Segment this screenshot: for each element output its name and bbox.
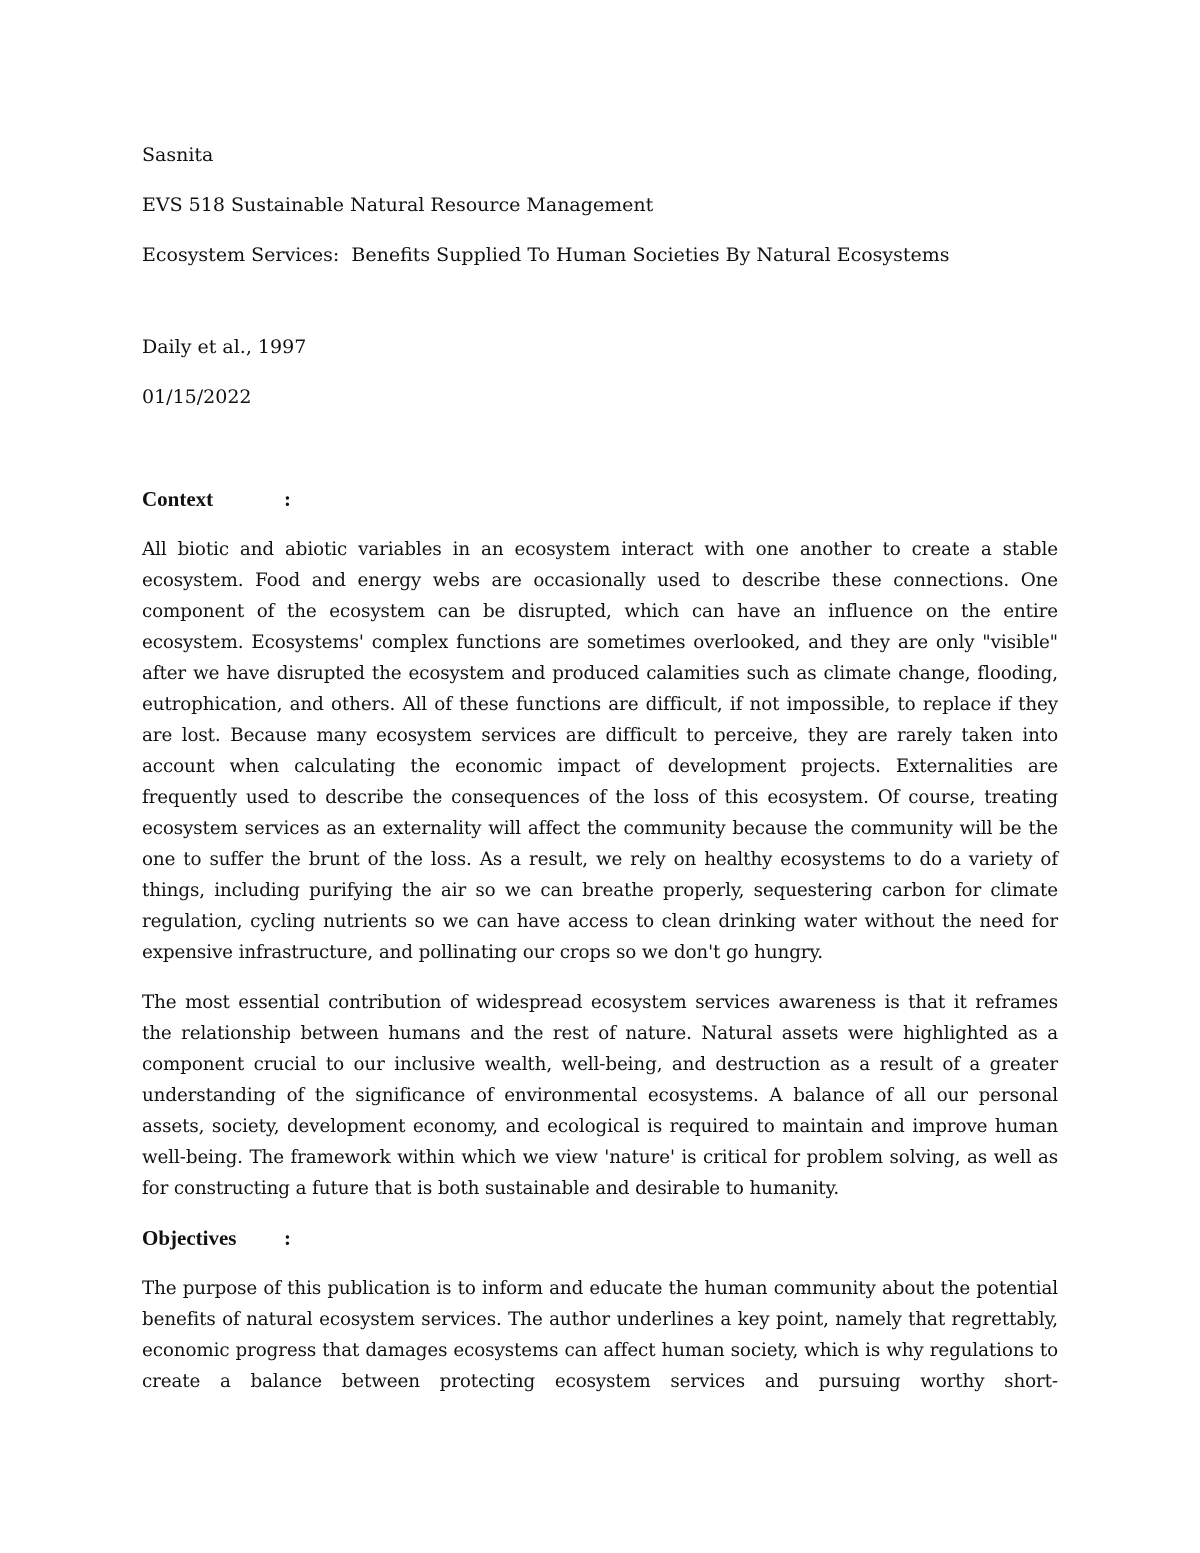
context-heading-colon: : xyxy=(284,487,291,511)
course-title: EVS 518 Sustainable Natural Resource Management xyxy=(142,194,654,216)
objectives-heading-label: Objectives xyxy=(142,1226,237,1250)
context-paragraph-2: The most essential contribution of widespread ecosystem services awareness is that it reframes the relationship between humans and the rest of nature. Natural assets were highlighted as a component crucial to our inclusive wealth, well-being, and destruction as a result of a greater understanding of the significance of environmental ecosystems. A balance of all our personal assets, society, development economy, and ecological is required to maintain and improve human well-being. The framework within which we view 'nature' is critical for problem solving, as well as for constructing a future that is both sustainable and desirable to humanity. xyxy=(142,992,1058,1199)
context-paragraph-1: All biotic and abiotic variables in an ecosystem interact with one another to create a stable ecosystem. Food and energy webs are occasionally used to describe these connections. One component of the ecosystem can be disrupted, which can have an influence on the entire ecosystem. Ecosystems' complex functions are sometimes overlooked, and they are only "visible" after we have disrupted the ecosystem and produced calamities such as climate change, flooding, eutrophication, and others. All of these functions are difficult, if not impossible, to replace if they are lost. Because many ecosystem services are difficult to perceive, they are rarely taken into account when calculating the economic impact of development projects. Externalities are frequently used to describe the consequences of the loss of this ecosystem. Of course, treating ecosystem services as an externality will affect the community because the community will be the one to suffer the brunt of the loss. As a result, we rely on healthy ecosystems to do a variety of things, including purifying the air so we can breathe properly, sequestering carbon for climate regulation, cycling nutrients so we can have access to clean drinking water without the need for expensive infrastructure, and pollinating our crops so we don't go hungry. xyxy=(142,539,1058,963)
document-body xyxy=(142,140,1058,1397)
context-heading xyxy=(142,484,1058,515)
objectives-heading xyxy=(142,1223,1058,1254)
objectives-paragraph-1: The purpose of this publication is to inform and educate the human community about the potential benefits of natural ecosystem services. The author underlines a key point, namely that regrettably, economic progress that damages ecosystems can affect human society, which is why regulations to create a balance between protecting ecosystem services and pursuing worthy short- xyxy=(142,1278,1058,1392)
context-heading-label: Context xyxy=(142,487,214,511)
document-title: Ecosystem Services: Benefits Supplied To Human Societies By Natural Ecosystems xyxy=(142,244,950,266)
reference-citation: Daily et al., 1997 xyxy=(142,336,307,358)
document-date: 01/15/2022 xyxy=(142,386,252,408)
author-name: Sasnita xyxy=(142,144,214,166)
objectives-heading-colon: : xyxy=(284,1226,291,1250)
